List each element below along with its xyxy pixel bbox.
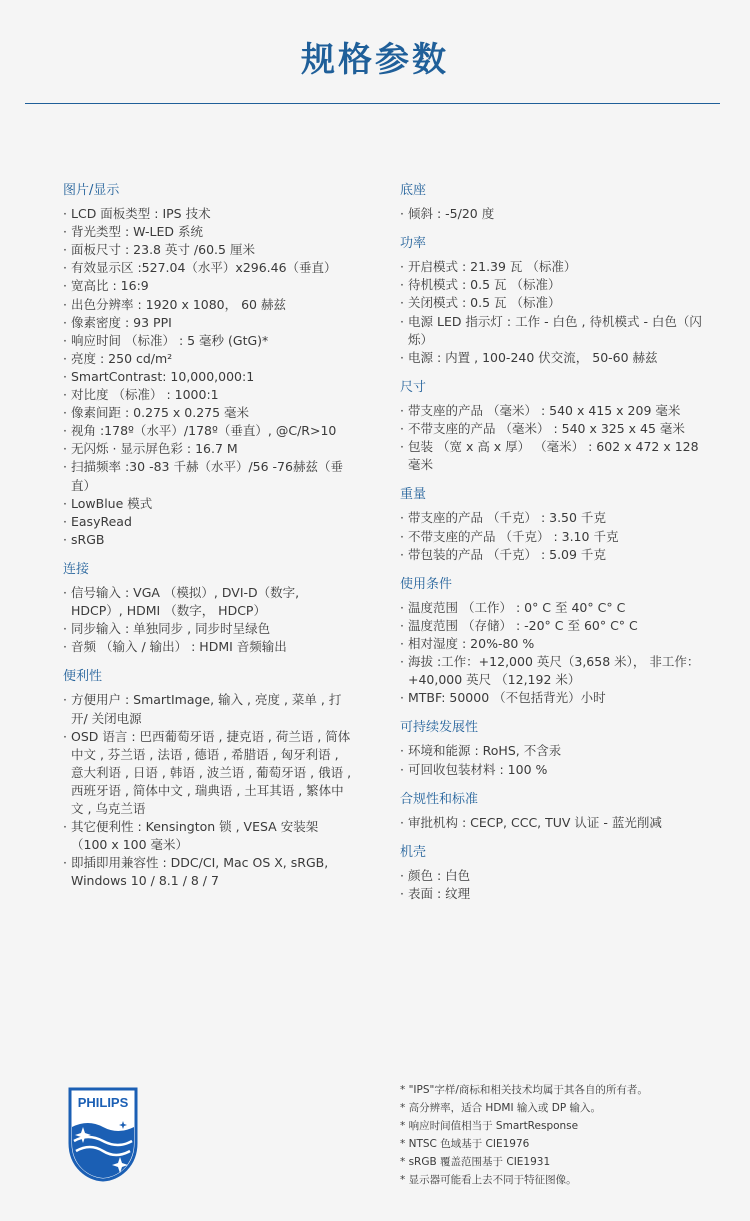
spec-item: · 温度范围 （工作） : 0° C 至 40° C° C <box>400 599 710 617</box>
spec-item: · 亮度 : 250 cd/m² <box>63 350 353 368</box>
footnote: * 响应时间值相当于 SmartResponse <box>400 1120 579 1133</box>
spec-item: · 海拔 :工作：+12,000 英尺（3,658 米）， 非工作：+40,000 英尺 （12,192 米） <box>400 653 710 689</box>
section-heading: 尺寸 <box>400 379 427 395</box>
spec-item: · 其它便利性 : Kensington 锁 , VESA 安装架（100 x 100 毫米） <box>63 818 353 854</box>
spec-item: · 面板尺寸 : 23.8 英寸 /60.5 厘米 <box>63 241 353 259</box>
spec-item: · 关闭模式 : 0.5 瓦 （标准） <box>400 294 710 312</box>
spec-section <box>63 561 353 656</box>
spec-section <box>400 791 710 832</box>
spec-item: · 不带支座的产品 （毫米） : 540 x 325 x 45 毫米 <box>400 420 710 438</box>
section-heading: 使用条件 <box>400 576 453 592</box>
spec-item: · LowBlue 模式 <box>63 495 353 513</box>
spec-item: · 对比度 （标准） : 1000:1 <box>63 386 353 404</box>
spec-item: · LCD 面板类型 : IPS 技术 <box>63 205 353 223</box>
section-heading: 机壳 <box>400 844 427 860</box>
spec-item: · 待机模式 : 0.5 瓦 （标准） <box>400 276 710 294</box>
footnote: * "IPS"字样/商标和相关技术均属于其各自的所有者。 <box>400 1084 648 1096</box>
right-spec-column <box>400 182 710 915</box>
section-heading: 合规性和标准 <box>400 791 479 807</box>
spec-item: · 带支座的产品 （千克） : 3.50 千克 <box>400 509 710 527</box>
spec-item: · 即插即用兼容性 : DDC/CI, Mac OS X, sRGB, Windows 10 / 8.1 / 8 / 7 <box>63 854 353 890</box>
footnote: * sRGB 覆盖范围基于 CIE1931 <box>400 1156 551 1169</box>
spec-item: · 不带支座的产品 （千克） : 3.10 千克 <box>400 528 710 546</box>
spec-item: · 像素间距 : 0.275 x 0.275 毫米 <box>63 404 353 422</box>
spec-item: · 电源 LED 指示灯 : 工作 - 白色 , 待机模式 - 白色（闪烁） <box>400 313 710 349</box>
spec-item: · 审批机构 : CECP, CCC, TUV 认证 - 蓝光削减 <box>400 814 710 832</box>
spec-item: · 视角 :178º（水平）/178º（垂直）, @C/R>10 <box>63 422 353 440</box>
spec-item: · OSD 语言 : 巴西葡萄牙语 , 捷克语 , 荷兰语 , 简体中文 , 芬兰语 , 法语 , 德语 , 希腊语 , 匈牙利语 , 意大利语 , 日语 , 韩语 , 波兰语 , 葡萄牙语 , 俄语 , 西班牙语 , 简体中文 , 瑞典语 , 土耳其语 , 繁体中文 , 乌克兰语 <box>63 728 353 818</box>
footnote: * 显示器可能看上去不同于特征图像。 <box>400 1174 577 1187</box>
spec-item: · 包装 （宽 x 高 x 厚） （毫米） : 602 x 472 x 128 毫米 <box>400 438 710 474</box>
logo-wordmark: PHILIPS <box>77 1095 129 1110</box>
section-heading: 便利性 <box>63 669 103 685</box>
spec-item: · 背光类型 : W-LED 系统 <box>63 223 353 241</box>
spec-item: · 电源 : 内置 , 100-240 伏交流， 50-60 赫兹 <box>400 349 710 367</box>
spec-section <box>63 182 353 549</box>
left-spec-column <box>63 182 353 902</box>
spec-item: · sRGB <box>63 531 353 549</box>
spec-item: · 同步输入 : 单独同步 , 同步时呈绿色 <box>63 620 353 638</box>
spec-item: · 带支座的产品 （毫米） : 540 x 415 x 209 毫米 <box>400 402 710 420</box>
spec-item: · 出色分辨率 : 1920 x 1080， 60 赫兹 <box>63 296 353 314</box>
footnotes <box>400 1081 730 1190</box>
spec-item: · 像素密度 : 93 PPI <box>63 314 353 332</box>
spec-item: · 扫描频率 :30 -83 千赫（水平）/56 -76赫兹（垂直） <box>63 458 353 494</box>
spec-section <box>63 668 353 890</box>
page-title: 规格参数 <box>301 40 449 80</box>
spec-item: · 有效显示区 :527.04（水平）x296.46（垂直） <box>63 259 353 277</box>
spec-section <box>400 379 710 474</box>
section-heading: 可持续发展性 <box>400 720 479 736</box>
spec-item: · 宽高比 : 16:9 <box>63 277 353 295</box>
section-heading: 重量 <box>400 487 427 503</box>
spec-item: · 表面 : 纹理 <box>400 885 710 903</box>
spec-section <box>400 182 710 223</box>
spec-item: · 开启模式 : 21.39 瓦 （标准） <box>400 258 710 276</box>
spec-item: · 音频 （输入 / 输出） : HDMI 音频输出 <box>63 638 353 656</box>
footnote: * NTSC 色域基于 CIE1976 <box>400 1138 530 1151</box>
section-heading: 图片/显示 <box>63 183 120 198</box>
spec-item: · 信号输入 : VGA （模拟）, DVI-D（数字, HDCP）, HDMI （数字， HDCP） <box>63 584 353 620</box>
spec-item: · EasyRead <box>63 513 353 531</box>
spec-item: · 可回收包装材料 : 100 % <box>400 761 710 779</box>
spec-item: · 温度范围 （存储） : -20° C 至 60° C° C <box>400 617 710 635</box>
spec-section <box>400 719 710 778</box>
spec-item: · MTBF: 50000 （不包括背光）小时 <box>400 689 710 707</box>
spec-section <box>400 844 710 903</box>
section-heading: 底座 <box>400 183 427 198</box>
spec-item: · 无闪烁 · 显示屏色彩 : 16.7 M <box>63 440 353 458</box>
spec-section <box>400 576 710 708</box>
spec-section <box>400 235 710 367</box>
spec-item: · 颜色 : 白色 <box>400 867 710 885</box>
title-divider <box>25 103 720 104</box>
spec-item: · 方便用户 : SmartImage, 输入 , 亮度 , 菜单 , 打开/ 关闭电源 <box>63 691 353 727</box>
spec-item: · 响应时间 （标准） : 5 毫秒 (GtG)* <box>63 332 353 350</box>
spec-item: · 相对湿度 : 20%-80 % <box>400 635 710 653</box>
section-heading: 连接 <box>63 561 90 577</box>
footnote: * 高分辨率，适合 HDMI 输入或 DP 输入。 <box>400 1102 601 1115</box>
spec-item: · 带包装的产品 （千克） : 5.09 千克 <box>400 546 710 564</box>
spec-item: · SmartContrast: 10,000,000:1 <box>63 368 353 386</box>
spec-item: · 环境和能源 : RoHS, 不含汞 <box>400 742 710 760</box>
spec-item: · 倾斜 : -5/20 度 <box>400 205 710 223</box>
section-heading: 功率 <box>400 236 427 252</box>
philips-logo <box>68 1087 138 1182</box>
spec-section <box>400 486 710 563</box>
